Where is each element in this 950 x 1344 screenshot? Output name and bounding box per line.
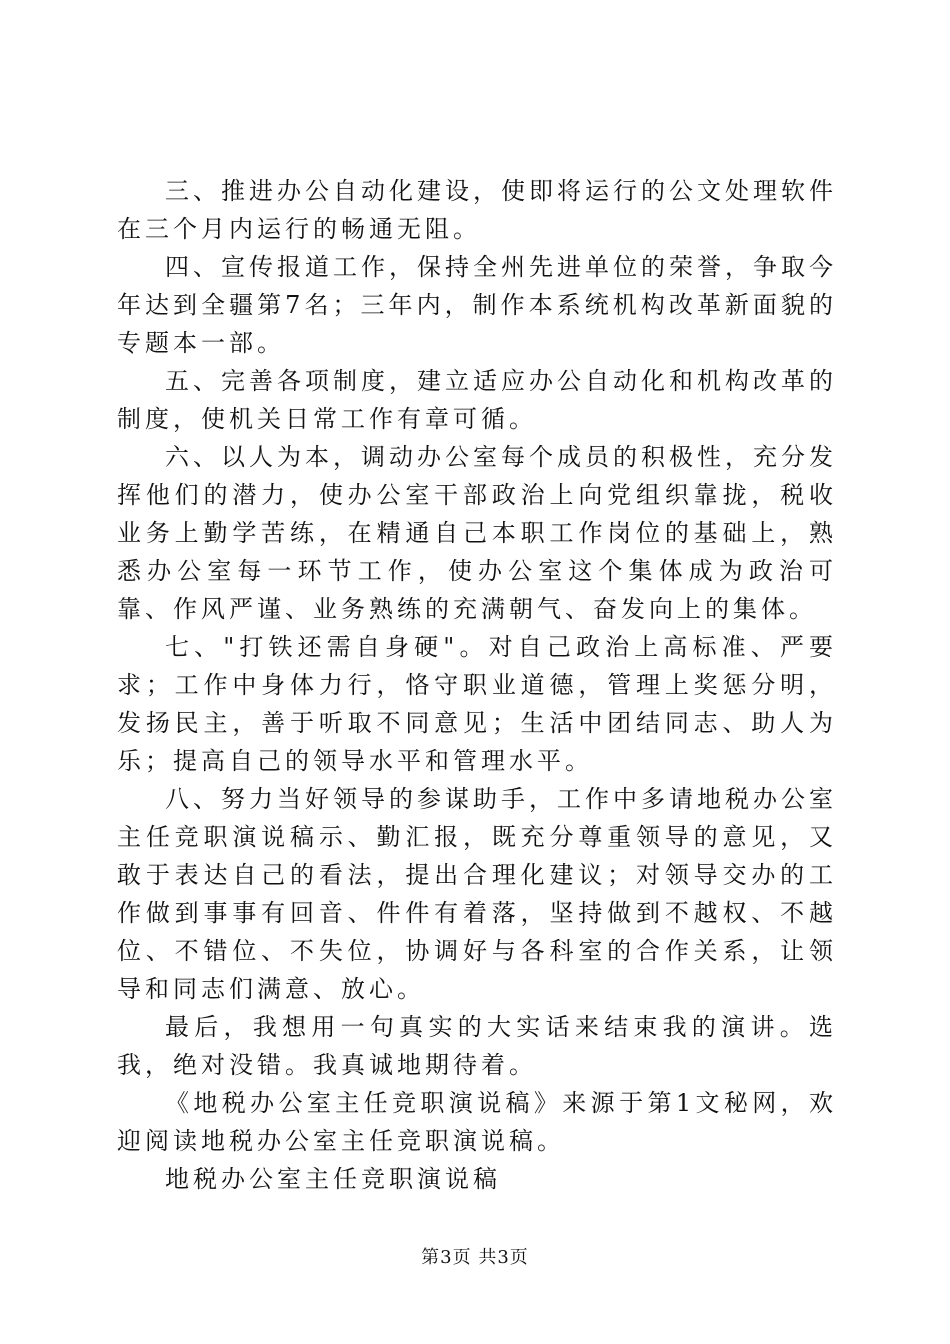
source-note: 《地税办公室主任竞职演说稿》来源于第1文秘网，欢迎阅读地税办公室主任竞职演说稿。 <box>117 1089 837 1155</box>
paragraph-5: 五、完善各项制度，建立适应办公自动化和机构改革的制度，使机关日常工作有章可循。 <box>117 367 837 433</box>
paragraph-4: 四、宣传报道工作，保持全州先进单位的荣誉，争取今年达到全疆第7名；三年内，制作本系统机构改革新面貌的专题本一部。 <box>117 253 837 357</box>
document-body <box>117 172 837 1198</box>
paragraph-7: 七、"打铁还需自身硬"。对自己政治上高标准、严要求；工作中身体力行，恪守职业道德，管理上奖惩分明，发扬民主，善于听取不同意见；生活中团结同志、助人为乐；提高自己的领导水平和管理水平。 <box>117 633 837 775</box>
paragraph-6: 六、以人为本，调动办公室每个成员的积极性，充分发挥他们的潜力，使办公室干部政治上向党组织靠拢，税收业务上勤学苦练，在精通自己本职工作岗位的基础上，熟悉办公室每一环节工作，使办公室这个集体成为政治可靠、作风严谨、业务熟练的充满朝气、奋发向上的集体。 <box>117 443 837 623</box>
page-number-footer: 第3页 共3页 <box>421 1247 529 1268</box>
document-title-footer: 地税办公室主任竞职演说稿 <box>165 1165 501 1193</box>
paragraph-8: 八、努力当好领导的参谋助手，工作中多请地税办公室主任竞职演说稿示、勤汇报，既充分尊重领导的意见，又敢于表达自己的看法，提出合理化建议；对领导交办的工作做到事事有回音、件件有着落，坚持做到不越权、不越位、不错位、不失位，协调好与各科室的合作关系，让领导和同志们满意、放心。 <box>117 785 837 1003</box>
closing-paragraph: 最后，我想用一句真实的大实话来结束我的演讲。选我，绝对没错。我真诚地期待着。 <box>117 1013 837 1079</box>
paragraph-3: 三、推进办公自动化建设，使即将运行的公文处理软件在三个月内运行的畅通无阻。 <box>117 177 837 243</box>
